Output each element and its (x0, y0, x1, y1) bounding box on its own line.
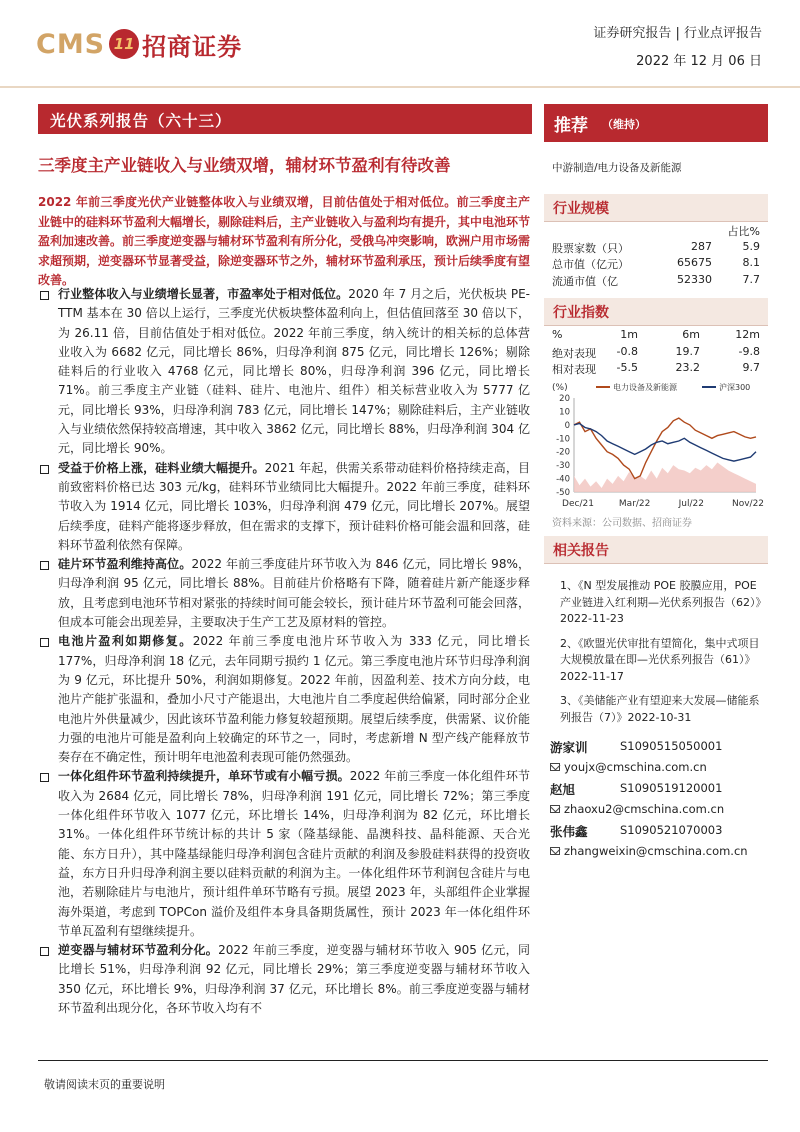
analyst-email[interactable]: youjx@cmschina.com.cn (564, 760, 707, 774)
scale-name: 股票家数（只） (552, 241, 629, 255)
logo-cms-text: CMS (36, 28, 106, 60)
checkbox-bullet-icon (40, 561, 49, 570)
bullet-lead: 受益于价格上涨，硅料业绩大幅提升。 (58, 460, 265, 475)
series-title-bar (38, 104, 532, 134)
y-tick-label: -50 (556, 488, 570, 498)
checkbox-bullet-icon (40, 773, 49, 782)
table-row (552, 223, 762, 240)
analyst-name: 张伟鑫 (550, 824, 588, 839)
table-row (552, 240, 762, 257)
logo-cn-text: 招商证券 (142, 31, 243, 61)
analyst-row (550, 780, 766, 801)
bullet-body: 2022 年前三季度电池片环节收入为 333 亿元，同比增长 177%，归母净利润 18 亿元，去年同期亏损约 1 亿元。第三季度电池片环节归母净利润为 9 亿元，环比提升 50%，利润如期修复。2022 年前，因盈利差、技术方向分歧，电池片产能扩张温和，叠加小尺寸产能退出，大电池片自二季度起供给偏紧，同时部分企业电池片外供量减少，因此该环节盈利能力修复较超预期。展望后续季度，供需紧、议价能力强的电池片可能是盈利向上较确定的环节之一，同时，考虑新增 N 型产线产能释放节奏存在不确定性，预计明年电池盈利表现可能仍然强劲。 (58, 634, 530, 765)
header-divider (0, 86, 800, 88)
footer-note: 敬请阅读末页的重要说明 (44, 1078, 165, 1091)
analyst-email[interactable]: zhaoxu2@cmschina.com.cn (564, 802, 725, 816)
analyst-email-row (550, 801, 766, 822)
related-report-link[interactable]: 3、《美储能产业有望迎来大发展—储能系列报告（7）》2022-10-31 (560, 694, 760, 724)
scale-value: 52330 (677, 272, 712, 286)
scale-pct: 5.9 (742, 239, 760, 253)
index-12m: 9.7 (742, 361, 760, 374)
bullet-lead: 逆变器与辅材环节盈利分化。 (58, 943, 219, 958)
y-tick-label: -20 (556, 447, 570, 458)
scale-name: 总市值（亿元） (552, 258, 629, 271)
index-1m: -0.8 (616, 344, 638, 358)
index-6m: 23.2 (675, 361, 700, 374)
reports-section-head (544, 536, 768, 564)
related-report-link[interactable]: 1、《N 型发展推动 POE 胶膜应用，POE 产业链进入红利期—光伏系列报告（62）》2022-11-23 (560, 579, 761, 625)
analyst-name: 游家训 (550, 740, 588, 755)
report-date: 2022 年 12 月 06 日 (636, 54, 762, 69)
bullet-lead: 硅片环节盈利维持高位。 (58, 557, 192, 572)
bullet-body: 2022 年前三季度，逆变器与辅材环节收入 905 亿元，同比增长 51%，归母净利润 92 亿元，同比增长 29%；第三季度逆变器与辅材环节收入 350 亿元，环比增长 9%，归母净利润 37 亿元，环比增长 8%。前三季度逆变器与辅材环节盈利出现分化，各环节收入均有不 (58, 943, 530, 1015)
y-tick-label: -10 (556, 434, 570, 445)
scale-pct: 8.1 (742, 256, 760, 269)
checkbox-bullet-icon (40, 638, 49, 647)
index-1m: -5.5 (616, 361, 638, 374)
bullet-item (38, 555, 530, 632)
analyst-id: S1090521070003 (620, 823, 723, 837)
bullet-lead: 行业整体收入与业绩增长显著，市盈率处于相对低位。 (58, 287, 349, 301)
logo-badge-icon: 11 (109, 29, 139, 59)
bullet-item (38, 632, 530, 767)
series-line-1 (574, 418, 756, 479)
cms-logo (36, 26, 242, 62)
relative-area-fill (574, 463, 756, 493)
scale-title: 行业规模 (553, 201, 609, 217)
chart-source: 资料来源：公司数据、招商证券 (552, 518, 692, 529)
bullet-body: 2020 年 7 月之后，光伏板块 PE-TTM 基本在 30 倍以上运行，三季度光伏板块整体盈利向上，但估值回落至 30 倍以下，为 26.11 倍，目前估值处于相对低位。2022 年前三季度，纳入统计的相关标的总体营业收入为 6682 亿元，同比增长 86%，归母净利润 875 亿元，同比增长 126%；剔除硅料后的行业收入 4768 亿元，同比增长 80%，归母净利润 396 亿元，同比增长 71%。前三季度主产业链（硅料、硅片、电池片、组件）相关标营业收入为 5777 亿元，同比增长 93%，归母净利润 783 亿元，同比增长 147%；剔除硅料后，主产业链收入与业绩依然保持较高增速，其中收入 3862 亿元，同比增长 88%，归母净利润 304 亿元，同比增长 90%。 (58, 287, 530, 456)
bullet-lead: 一体化组件环节盈利持续提升，单环节或有小幅亏损。 (58, 769, 350, 784)
x-tick-label: Mar/22 (618, 499, 651, 509)
analyst-row (550, 822, 766, 843)
industry-index-table (552, 328, 762, 378)
legend-label: 电力设备及新能源 (613, 383, 677, 392)
table-row (552, 345, 762, 362)
bullet-list (38, 285, 530, 1018)
index-title: 行业指数 (553, 305, 609, 321)
analyst-id: S1090519120001 (620, 781, 723, 795)
analyst-row (550, 738, 766, 759)
mail-icon (550, 805, 560, 813)
legend-label: 沪深300 (719, 383, 751, 392)
x-tick-label: Dec/21 (562, 499, 594, 509)
bullet-item (38, 941, 530, 1018)
related-report-link[interactable]: 2、《欧盟光伏审批有望简化，集中式项目大规模放量在即—光伏系列报告（61）》2022-11-17 (560, 636, 760, 683)
bullet-item (38, 285, 530, 459)
rating-sub: （维持） (602, 118, 646, 131)
analyst-email[interactable]: zhangweixin@cmschina.com.cn (564, 844, 748, 858)
report-subtitle: 三季度主产业链收入与业绩双增，辅材环节盈利有待改善 (38, 156, 451, 175)
related-reports-list (560, 578, 762, 734)
chart-svg (550, 380, 766, 512)
rating-bar (544, 104, 768, 142)
index-header-6m: 6m (682, 328, 700, 341)
mail-icon (550, 847, 560, 855)
reports-title: 相关报告 (553, 543, 609, 559)
table-row (552, 273, 762, 290)
index-header-12m: 12m (735, 328, 760, 341)
analyst-email-row (550, 759, 766, 780)
x-tick-label: Jul/22 (678, 499, 705, 509)
bullet-body: 2022 年前三季度一体化组件环节收入为 2684 亿元，同比增长 78%，归母净利润 191 亿元，同比增长 72%；第三季度一体化组件环节收入 1077 亿元，环比增长 14%，归母净利润为 82 亿元，环比增长 31%。一体化组件环节统计标的共计 5 家（隆基绿能、晶澳科技、晶科能源、天合光能、东方日升），其中隆基绿能归母净利润包含硅片贡献的利润及参股硅料获得的投资收益，东方日升归母净利润主要以硅料贡献的利润为主。一体化组件环节利润包含硅片与电池，若剔除硅片与电池片，预计组件单环节略有亏损。展望 2023 年，头部组件企业掌握海外渠道，考虑到 TOPCon 溢价及组件本身具备期货属性，预计 2023 年一体化组件环节单瓦盈利有望继续提升。 (58, 769, 530, 938)
analyst-id: S1090515050001 (620, 739, 723, 753)
bullet-body: 2022 年前三季度硅片环节收入为 846 亿元，同比增长 98%，归母净利润 95 亿元，同比增长 88%。目前硅片价格略有下降，随着硅片新产能逐步释放，且考虑到电池环节相对紧张的持续时间可能会较长，预计硅片环节盈利可能会回落，但成本可能会出现差异，主要取决于生产工艺及原材料的管控。 (58, 557, 530, 630)
analyst-name: 赵旭 (550, 782, 576, 797)
checkbox-bullet-icon (40, 465, 49, 474)
scale-pct: 7.7 (742, 272, 760, 286)
table-row (552, 328, 762, 345)
index-header-unit: % (552, 328, 563, 341)
y-tick-label: 20 (559, 394, 570, 404)
scale-section-head (544, 194, 768, 222)
y-tick-label: -40 (556, 474, 570, 485)
index-section-head (544, 298, 768, 326)
scale-name: 流通市值（亿 (552, 274, 618, 288)
y-tick-label: -30 (556, 461, 570, 472)
index-header-1m: 1m (620, 328, 638, 341)
mail-icon (550, 763, 560, 771)
checkbox-bullet-icon (40, 291, 49, 300)
analyst-block (550, 738, 766, 864)
index-performance-chart (550, 380, 766, 512)
table-row (552, 256, 762, 273)
bullet-body: 2021 年起，供需关系带动硅料价格持续走高，目前致密料价格已达 303 元/kg，硅料环节业绩同比大幅提升。2022 年前三季度，硅料环节收入为 1914 亿元，同比增长 103%，归母净利润 479 亿元，同比增长 207%。展望后续季度，硅料产能将逐步释放，但在需求的支撑下，预计硅料价格可能会温和回落，硅料环节盈利依然有保障。 (58, 460, 530, 552)
table-row (552, 361, 762, 378)
industry-scale-table (552, 223, 762, 289)
bullet-lead: 电池片盈利如期修复。 (58, 634, 193, 649)
summary-paragraph: 2022 年前三季度光伏产业链整体收入与业绩双增，目前估值处于相对低位。前三季度主产业链中的硅料环节盈利大幅增长，剔除硅料后，主产业链收入与盈利均有提升，其中电池环节盈利加速改善。前三季度逆变器与辅材环节盈利有所分化，受俄乌冲突影响，欧洲户用市场需求超预期，逆变器环节显著受益，除逆变器环节之外，辅材环节盈利承压，预计后续季度有望改善。 (38, 195, 531, 287)
bullet-item (38, 767, 530, 941)
index-name: 绝对表现 (552, 346, 596, 360)
scale-value: 287 (691, 239, 712, 253)
checkbox-bullet-icon (40, 947, 49, 956)
footer-divider (38, 1060, 768, 1061)
analyst-email-row (550, 843, 766, 864)
y-tick-label: 0 (564, 420, 570, 431)
y-axis-unit: (%) (552, 383, 568, 393)
series-title: 光伏系列报告（六十三） (50, 112, 232, 130)
y-tick-label: 10 (559, 407, 570, 418)
report-type: 证券研究报告 | 行业点评报告 (593, 26, 762, 41)
bullet-item (38, 459, 530, 555)
rating-label: 推荐 (554, 116, 588, 136)
page-header (0, 0, 800, 86)
sector-label: 中游制造/电力设备及新能源 (552, 162, 682, 174)
x-tick-label: Nov/22 (731, 499, 765, 509)
index-6m: 19.7 (675, 344, 700, 358)
scale-header-pct: 占比% (727, 225, 760, 238)
index-name: 相对表现 (552, 363, 596, 376)
scale-value: 65675 (677, 256, 712, 269)
index-12m: -9.8 (738, 344, 760, 358)
